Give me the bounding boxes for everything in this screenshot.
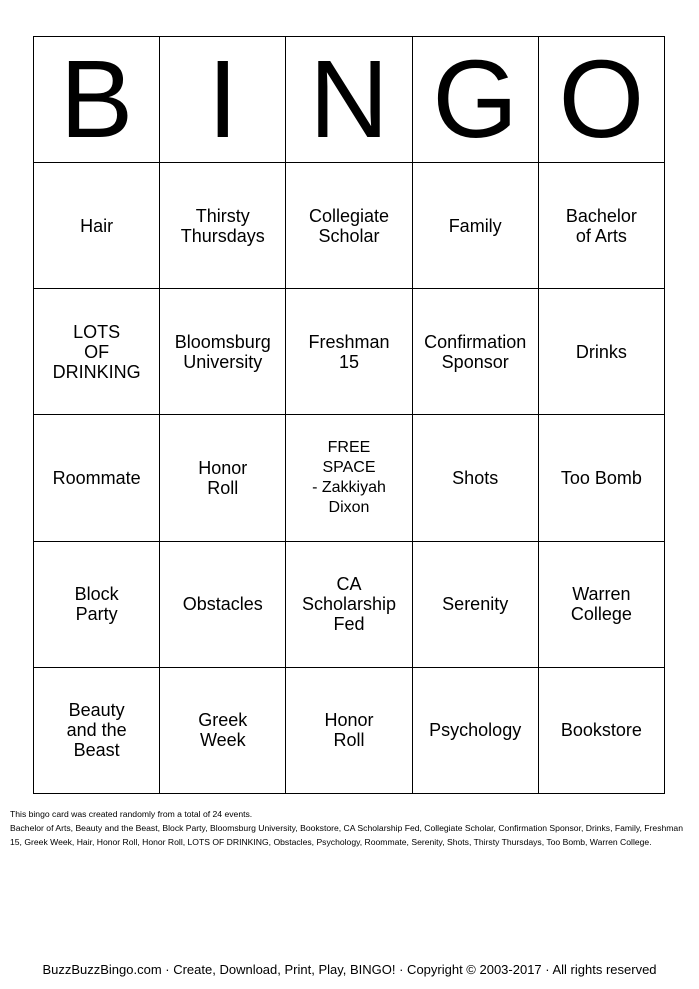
bingo-cell: Too Bomb (539, 415, 665, 541)
header-letter-g: G (413, 37, 539, 163)
bingo-cell: Honor Roll (286, 668, 412, 794)
bingo-cell: Honor Roll (160, 415, 286, 541)
bingo-cell: Confirmation Sponsor (413, 289, 539, 415)
header-letter-n: N (286, 37, 412, 163)
bingo-cell: Bachelor of Arts (539, 163, 665, 289)
bingo-cell: Greek Week (160, 668, 286, 794)
header-letter-i: I (160, 37, 286, 163)
header-letter-o: O (539, 37, 665, 163)
bingo-cell: Bloomsburg University (160, 289, 286, 415)
bingo-cell: Shots (413, 415, 539, 541)
bingo-cell: Bookstore (539, 668, 665, 794)
card-description (10, 807, 690, 849)
bingo-cell: Collegiate Scholar (286, 163, 412, 289)
bingo-cell: CA Scholarship Fed (286, 542, 412, 668)
bingo-cell: Serenity (413, 542, 539, 668)
free-space-cell: FREE SPACE - Zakkiyah Dixon (286, 415, 412, 541)
bingo-cell: Block Party (34, 542, 160, 668)
bingo-cell: Drinks (539, 289, 665, 415)
bingo-cell: Warren College (539, 542, 665, 668)
bingo-cell: Family (413, 163, 539, 289)
bingo-cell: Thirsty Thursdays (160, 163, 286, 289)
bingo-cell: Roommate (34, 415, 160, 541)
bingo-cell: Obstacles (160, 542, 286, 668)
page-footer: BuzzBuzzBingo.com · Create, Download, Print, Play, BINGO! · Copyright © 2003-2017 · All rights reserved (42, 962, 657, 977)
header-letter-b: B (34, 37, 160, 163)
bingo-cell: Psychology (413, 668, 539, 794)
bingo-cell: Hair (34, 163, 160, 289)
bingo-cell: Beauty and the Beast (34, 668, 160, 794)
card-description-summary: This bingo card was created randomly from a total of 24 events. (10, 809, 253, 819)
bingo-cell: Freshman 15 (286, 289, 412, 415)
bingo-card (33, 36, 665, 794)
bingo-cell: LOTS OF DRINKING (34, 289, 160, 415)
card-description-event-list: Bachelor of Arts, Beauty and the Beast, Block Party, Bloomsburg University, Bookstore, CA Scholarship Fed, Collegiate Scholar, Confirmation Sponsor, Drinks, Family, Freshman 15, Greek Week, Hair, Honor Roll, Honor Roll, LOTS OF DRINKING, Obstacles, Psychology, Roommate, Serenity, Shots, Thirsty Thursdays, Too Bomb, Warren College. (10, 823, 683, 847)
